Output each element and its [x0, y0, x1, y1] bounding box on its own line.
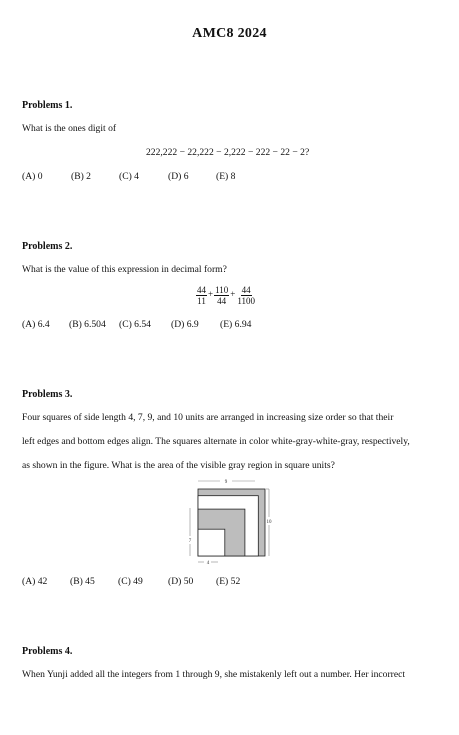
problem-1-heading: Problems 1. [22, 100, 73, 111]
problem-3-line-2: left edges and bottom edges align. The squares alternate in color white-gray-white-gray, respectively, [22, 436, 410, 447]
plus-sign: + [230, 288, 236, 299]
choice-d: (D) 50 [168, 576, 194, 587]
problem-2-expression [196, 285, 256, 306]
squares-figure [180, 474, 280, 570]
problem-4-heading: Problems 4. [22, 646, 73, 657]
choice-a: (A) 6.4 [22, 319, 50, 330]
choice-e: (E) 52 [216, 576, 241, 587]
choice-a: (A) 0 [22, 171, 43, 182]
problem-2-question: What is the value of this expression in decimal form? [22, 264, 227, 275]
fraction-1: $\frac{44}{11}$ [197, 285, 206, 306]
problem-2-heading: Problems 2. [22, 241, 73, 252]
label-top: 9 [224, 480, 228, 485]
choice-e: (E) 6.94 [220, 319, 252, 330]
square-group [198, 489, 265, 556]
choice-b: (B) 2 [71, 171, 91, 182]
problem-3-heading: Problems 3. [22, 389, 73, 400]
label-right: 10 [266, 520, 272, 525]
choice-c: (C) 6.54 [119, 319, 151, 330]
choice-e: (E) 8 [216, 171, 236, 182]
choice-b: (B) 6.504 [69, 319, 106, 330]
label-left: 7 [188, 539, 192, 544]
choice-a: (A) 42 [22, 576, 48, 587]
problem-2-choices [22, 319, 251, 330]
problem-1-choices [22, 171, 235, 182]
problem-3-choices [22, 576, 240, 587]
fraction-2: $\frac{110}{44}$ [215, 285, 229, 306]
problem-3-line-3: as shown in the figure. What is the area of the visible gray region in square units? [22, 460, 335, 471]
problem-3-line-1: Four squares of side length 4, 7, 9, and 10 units are arranged in increasing size order so that their [22, 412, 394, 423]
plus-sign: + [208, 288, 214, 299]
problem-1-question: What is the ones digit of [22, 123, 117, 134]
fraction-3: $\frac{44}{1100}$ [237, 285, 255, 306]
label-bottom: 4 [206, 561, 210, 566]
page-title: AMC8 2024 [192, 26, 267, 41]
choice-b: (B) 45 [70, 576, 95, 587]
problem-4-question: When Yunji added all the integers from 1 through 9, she mistakenly left out a number. Her incorrect [22, 669, 406, 680]
problem-1-expression: 222,222 − 22,222 − 2,222 − 222 − 22 − 2? [146, 147, 310, 158]
choice-c: (C) 49 [118, 576, 143, 587]
choice-d: (D) 6.9 [171, 319, 199, 330]
choice-c: (C) 4 [119, 171, 139, 182]
choice-d: (D) 6 [168, 171, 189, 182]
square-side-4 [198, 529, 225, 556]
